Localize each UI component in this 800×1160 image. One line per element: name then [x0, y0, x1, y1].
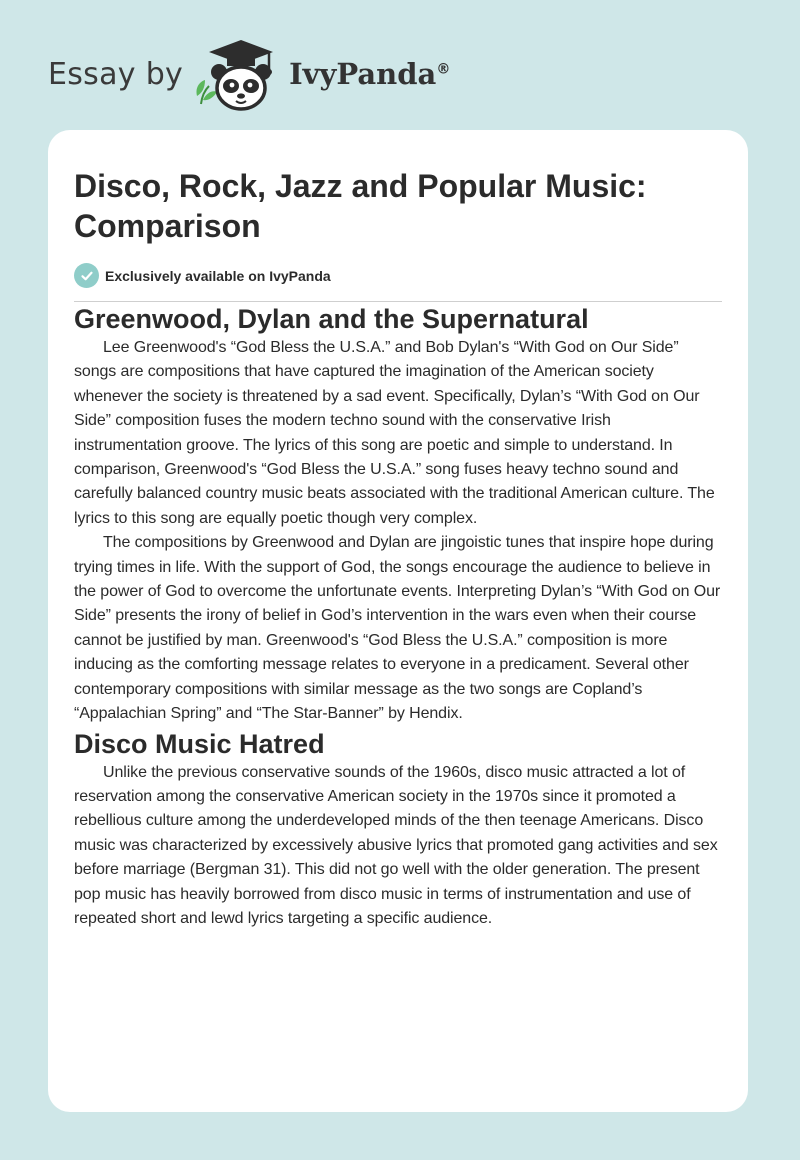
- section-heading: Disco Music Hatred: [74, 728, 325, 759]
- brand-name: [289, 57, 450, 91]
- paragraph: Unlike the previous conservative sounds of the 1960s, disco music attracted a lot of reservation among the conservative American society in the 1970s since it promoted a rebellious culture among the underdeveloped minds of the then teenage Americans. Disco music was characterized by excessively abusive lyrics that promoted gang activities and sex before marriage (Bergman 31). This did not go well with the older generation. The present pop music has heavily borrowed from disco music in terms of instrumentation and use of repeated short and lewd lyrics targeting a specific audience.: [74, 763, 718, 927]
- brand-name-text: IvyPanda: [289, 57, 437, 91]
- brand-prefix: Essay by: [48, 56, 184, 92]
- essay-card: [48, 130, 748, 1112]
- exclusive-badge: [74, 263, 722, 288]
- check-circle-icon: [74, 263, 99, 288]
- badge-text: Exclusively available on IvyPanda: [105, 267, 331, 284]
- brand-header[interactable]: [48, 34, 450, 114]
- panda-graduate-logo-icon: [189, 34, 285, 114]
- essay-title: Disco, Rock, Jazz and Popular Music: Comparison: [74, 168, 647, 244]
- section-heading: Greenwood, Dylan and the Supernatural: [74, 304, 589, 334]
- paragraph: The compositions by Greenwood and Dylan are jingoistic tunes that inspire hope during trying times in life. With the support of God, the songs encourage the audience to believe in the power of God to overcome the unfortunate events. Interpreting Dylan’s “With God on Our Side” presents the irony of belief in God’s intervention in the wars even when their course cannot be justified by man. Greenwood's “God Bless the U.S.A.” composition is more inducing as the comforting message relates to everyone in a predicament. Several other contemporary compositions with similar message as the two songs are Copland’s “Appalachian Spring” and “The Star-Banner” by Hendix.: [74, 534, 721, 723]
- paragraph: Lee Greenwood's “God Bless the U.S.A.” and Bob Dylan's “With God on Our Side” songs are compositions that have captured the imagination of the American society whenever the society is threatened by a sad event. Specifically, Dylan’s “With God on Our Side” composition fuses the modern techno sound with the conservative Irish instrumentation groove. The lyrics of this song are poetic and simple to understand. In comparison, Greenwood's “God Bless the U.S.A.” song fuses heavy techno sound and carefully balanced country music beats associated with the traditional American culture. The lyrics to this song are equally poetic though very complex.: [74, 339, 715, 527]
- registered-mark: ®: [436, 61, 451, 78]
